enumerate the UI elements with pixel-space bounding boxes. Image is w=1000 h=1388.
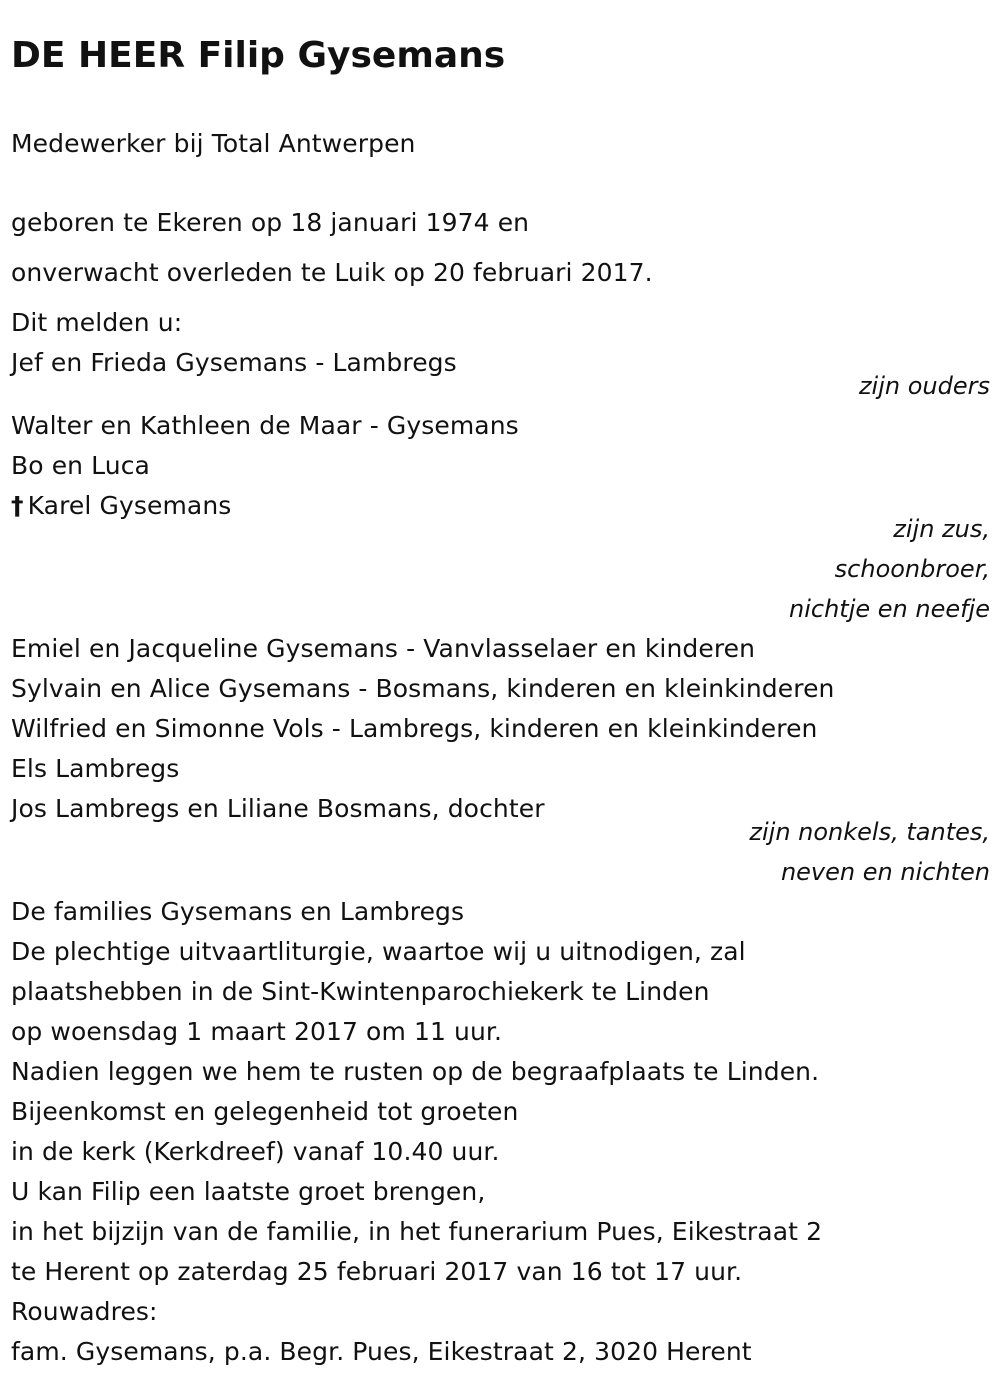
sister-line-2: Bo en Luca xyxy=(11,451,150,480)
uncles-line-1: Emiel en Jacqueline Gysemans - Vanvlasselaer en kinderen xyxy=(11,634,756,663)
closing-line-5: Nadien leggen we hem te rusten op de begraafplaats te Linden. xyxy=(11,1057,820,1086)
closing-line-12: fam. Gysemans, p.a. Begr. Pues, Eikestraat 2, 3020 Herent xyxy=(11,1337,752,1366)
deceased-brother-name: Karel Gysemans xyxy=(27,491,232,520)
uncles-relation-2: neven en nichten xyxy=(780,858,990,886)
closing-line-10: te Herent op zaterdag 25 februari 2017 van 16 tot 17 uur. xyxy=(11,1257,743,1286)
birth-line: geboren te Ekeren op 18 januari 1974 en xyxy=(11,208,530,237)
closing-line-3: plaatshebben in de Sint-Kwintenparochiekerk te Linden xyxy=(11,977,710,1006)
closing-line-11: Rouwadres: xyxy=(11,1297,158,1326)
closing-line-1: De families Gysemans en Lambregs xyxy=(11,897,465,926)
parents-relation: zijn ouders xyxy=(858,372,990,400)
uncles-line-2: Sylvain en Alice Gysemans - Bosmans, kinderen en kleinkinderen xyxy=(11,674,835,703)
closing-line-4: op woensdag 1 maart 2017 om 11 uur. xyxy=(11,1017,503,1046)
closing-line-8: U kan Filip een laatste groet brengen, xyxy=(11,1177,486,1206)
sister-relation-1: zijn zus, xyxy=(893,515,990,543)
sister-relation-3: nichtje en neefje xyxy=(789,595,990,623)
closing-line-7: in de kerk (Kerkdreef) vanaf 10.40 uur. xyxy=(11,1137,500,1166)
announce-line: Dit melden u: xyxy=(11,308,183,337)
uncles-line-5: Jos Lambregs en Liliane Bosmans, dochter xyxy=(11,794,545,823)
sister-line-3 xyxy=(11,490,231,522)
occupation: Medewerker bij Total Antwerpen xyxy=(11,129,416,158)
death-line: onverwacht overleden te Luik op 20 februari 2017. xyxy=(11,258,653,287)
closing-line-9: in het bijzijn van de familie, in het funerarium Pues, Eikestraat 2 xyxy=(11,1217,823,1246)
page-title: DE HEER Filip Gysemans xyxy=(11,35,506,76)
sister-relation-2: schoonbroer, xyxy=(834,555,990,583)
parents-names: Jef en Frieda Gysemans - Lambregs xyxy=(11,348,457,377)
uncles-relation-1: zijn nonkels, tantes, xyxy=(749,818,990,846)
sister-line-1: Walter en Kathleen de Maar - Gysemans xyxy=(11,411,519,440)
uncles-line-4: Els Lambregs xyxy=(11,754,180,783)
closing-line-2: De plechtige uitvaartliturgie, waartoe wij u uitnodigen, zal xyxy=(11,937,746,966)
uncles-line-3: Wilfried en Simonne Vols - Lambregs, kinderen en kleinkinderen xyxy=(11,714,818,743)
cross-icon: † xyxy=(11,491,24,520)
closing-line-6: Bijeenkomst en gelegenheid tot groeten xyxy=(11,1097,519,1126)
